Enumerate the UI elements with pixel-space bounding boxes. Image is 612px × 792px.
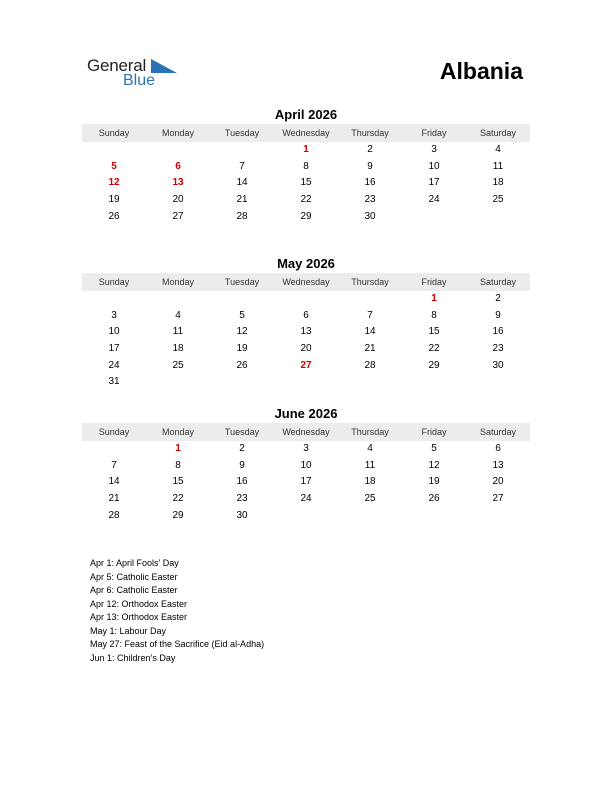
day-cell: 29 <box>300 210 312 222</box>
day-cell: 29 <box>428 359 440 371</box>
day-cell: 17 <box>108 343 120 355</box>
day-cell: 12 <box>428 459 440 471</box>
day-cell: 10 <box>300 459 312 471</box>
month-april <box>82 106 530 225</box>
day-cell: 11 <box>172 326 184 338</box>
weekday-header-row <box>82 423 530 441</box>
empty-day-cell <box>146 291 210 308</box>
day-cell: 21 <box>364 343 376 355</box>
weekday-header-row <box>82 273 530 291</box>
day-cell: 6 <box>495 443 501 454</box>
day-cell: 2 <box>367 144 373 155</box>
day-cell: 8 <box>175 459 181 471</box>
weekday-label: Sunday <box>98 128 130 138</box>
holiday-entry: Apr 6: Catholic Easter <box>90 585 178 595</box>
holiday-entry: Apr 1: April Fools’ Day <box>90 558 179 568</box>
weekday-label: Friday <box>421 277 447 287</box>
month-title: April 2026 <box>274 107 338 122</box>
day-cell: 26 <box>236 359 248 371</box>
day-cell: 28 <box>108 509 120 521</box>
month-june <box>82 405 530 524</box>
weekday-label: Wednesday <box>282 128 330 138</box>
day-cell: 17 <box>300 476 312 488</box>
month-may <box>82 255 530 391</box>
holiday-day-cell: 13 <box>172 177 184 189</box>
day-cell: 23 <box>492 343 504 355</box>
day-cell: 16 <box>364 177 376 189</box>
holiday-entry: May 27: Feast of the Sacrifice (Eid al-Adha) <box>90 639 265 649</box>
empty-day-cell <box>82 441 146 458</box>
day-cell: 2 <box>239 443 245 454</box>
country-title: Albania <box>439 58 523 84</box>
day-cell: 28 <box>236 210 248 222</box>
empty-day-cell <box>210 291 274 308</box>
day-cell: 29 <box>172 509 184 521</box>
day-cell: 4 <box>367 443 373 454</box>
day-cell: 30 <box>236 509 248 521</box>
empty-day-cell <box>210 142 274 159</box>
empty-day-cell <box>274 291 338 308</box>
weekday-label: Sunday <box>98 427 130 437</box>
day-cell: 25 <box>364 493 376 505</box>
day-cell: 20 <box>492 476 504 488</box>
day-cell: 25 <box>172 359 184 371</box>
day-cell: 5 <box>239 309 245 321</box>
holiday-day-cell: 1 <box>303 144 309 155</box>
day-grid <box>82 291 530 391</box>
day-cell: 22 <box>300 194 312 206</box>
holiday-list <box>90 557 264 665</box>
day-cell: 6 <box>303 309 309 321</box>
weekday-label: Saturday <box>479 277 517 287</box>
day-cell: 22 <box>172 493 184 505</box>
day-cell: 13 <box>492 459 504 471</box>
day-cell: 10 <box>108 326 120 338</box>
day-cell: 26 <box>428 493 440 505</box>
day-cell: 20 <box>172 194 184 206</box>
weekday-label: Friday <box>421 427 447 437</box>
day-cell: 10 <box>428 160 440 172</box>
month-title: May 2026 <box>277 256 335 271</box>
month-title: June 2026 <box>274 406 338 421</box>
weekday-label: Friday <box>421 128 447 138</box>
holiday-entry: Apr 13: Orthodox Easter <box>90 612 188 622</box>
day-cell: 9 <box>239 459 245 471</box>
day-cell: 23 <box>364 194 376 206</box>
day-cell: 11 <box>492 160 504 172</box>
holiday-day-cell: 5 <box>111 160 117 172</box>
day-cell: 27 <box>492 493 504 505</box>
weekday-label: Tuesday <box>224 277 260 287</box>
day-cell: 31 <box>108 376 120 388</box>
day-cell: 7 <box>239 160 245 172</box>
weekday-header-row <box>82 124 530 142</box>
day-cell: 30 <box>364 210 376 222</box>
holiday-day-cell: 1 <box>175 443 181 454</box>
day-cell: 15 <box>300 177 312 189</box>
holiday-day-cell: 1 <box>431 293 437 304</box>
day-cell: 15 <box>428 326 440 338</box>
day-cell: 28 <box>364 359 376 371</box>
day-cell: 4 <box>175 309 181 321</box>
weekday-label: Thursday <box>351 427 389 437</box>
weekday-label: Saturday <box>479 128 517 138</box>
day-cell: 4 <box>495 144 501 155</box>
holiday-day-cell: 27 <box>300 359 312 371</box>
weekday-label: Tuesday <box>224 128 260 138</box>
holiday-entry: May 1: Labour Day <box>90 625 167 636</box>
day-cell: 23 <box>236 493 248 505</box>
holiday-day-cell: 6 <box>175 160 181 172</box>
day-cell: 22 <box>428 343 440 355</box>
day-cell: 21 <box>108 493 120 505</box>
generalblue-logo <box>87 56 187 92</box>
day-cell: 24 <box>108 359 120 371</box>
day-cell: 18 <box>364 476 376 488</box>
day-cell: 8 <box>303 160 309 172</box>
day-cell: 26 <box>108 210 120 222</box>
logo-text-general: General <box>87 56 147 75</box>
weekday-label: Saturday <box>479 427 517 437</box>
weekday-label: Wednesday <box>282 427 330 437</box>
day-cell: 24 <box>428 194 440 206</box>
day-cell: 14 <box>236 177 248 189</box>
day-cell: 16 <box>492 326 504 338</box>
empty-day-cell <box>146 142 210 159</box>
day-cell: 2 <box>495 293 501 304</box>
day-cell: 15 <box>172 476 184 488</box>
day-cell: 11 <box>364 459 376 471</box>
day-cell: 27 <box>172 210 184 222</box>
weekday-label: Tuesday <box>224 427 260 437</box>
holiday-day-cell: 12 <box>108 177 120 189</box>
day-cell: 14 <box>364 326 376 338</box>
day-cell: 18 <box>172 343 184 355</box>
day-cell: 9 <box>495 309 501 321</box>
day-cell: 9 <box>367 160 373 172</box>
day-cell: 19 <box>108 194 120 206</box>
day-cell: 19 <box>236 343 248 355</box>
weekday-label: Monday <box>161 277 195 287</box>
logo-text-blue: Blue <box>123 72 156 89</box>
day-cell: 21 <box>236 194 248 206</box>
holiday-entry: Jun 1: Children’s Day <box>90 652 176 663</box>
day-cell: 25 <box>492 194 504 206</box>
day-cell: 7 <box>367 309 373 321</box>
day-cell: 16 <box>236 476 248 488</box>
day-grid <box>82 441 530 524</box>
holiday-entry: Apr 5: Catholic Easter <box>90 571 178 582</box>
day-cell: 30 <box>492 359 504 371</box>
day-cell: 19 <box>428 476 440 488</box>
day-cell: 7 <box>111 459 117 471</box>
day-cell: 5 <box>431 443 437 454</box>
empty-day-cell <box>82 291 146 308</box>
weekday-label: Thursday <box>351 277 389 287</box>
day-cell: 18 <box>492 177 504 189</box>
empty-day-cell <box>338 291 402 308</box>
day-cell: 13 <box>300 326 312 338</box>
weekday-label: Wednesday <box>282 277 330 287</box>
weekday-label: Monday <box>161 427 195 437</box>
day-cell: 3 <box>303 443 309 454</box>
weekday-label: Monday <box>161 128 195 138</box>
day-cell: 3 <box>431 144 437 155</box>
day-cell: 24 <box>300 493 312 505</box>
day-cell: 8 <box>431 309 437 321</box>
weekday-label: Sunday <box>98 277 130 287</box>
weekday-label: Thursday <box>351 128 389 138</box>
day-cell: 3 <box>111 309 117 321</box>
day-cell: 20 <box>300 343 312 355</box>
logo-triangle-icon <box>151 59 177 73</box>
day-cell: 12 <box>236 326 248 338</box>
day-cell: 14 <box>108 476 120 488</box>
day-grid <box>82 142 530 225</box>
empty-day-cell <box>82 142 146 159</box>
holiday-entry: Apr 12: Orthodox Easter <box>90 598 188 609</box>
day-cell: 17 <box>428 177 440 189</box>
